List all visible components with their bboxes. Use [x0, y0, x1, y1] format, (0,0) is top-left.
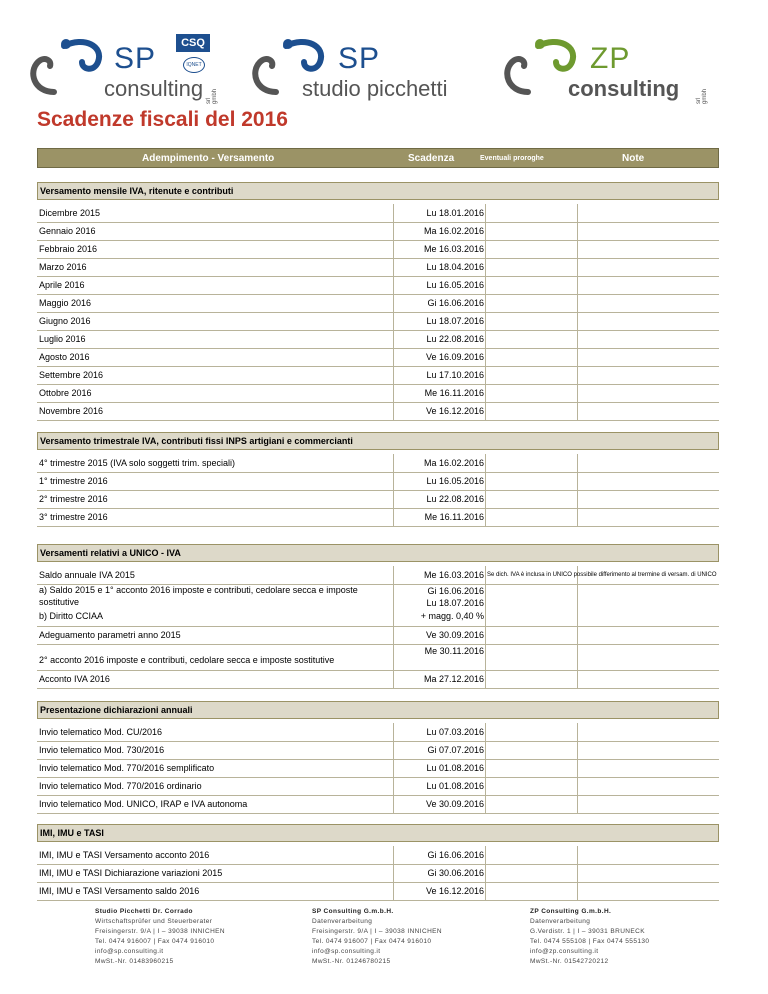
- column-divider: [485, 566, 486, 584]
- table-row: [37, 490, 719, 509]
- column-divider: [485, 508, 486, 526]
- footer-line: Tel. 0474 916007 | Fax 0474 916010: [312, 938, 432, 945]
- row-date: Gi 16.06.2016: [427, 586, 484, 596]
- footer-line: MwSt.-Nr. 01542720212: [530, 958, 609, 965]
- table-row: [37, 276, 719, 295]
- table-row: [37, 795, 719, 814]
- table-row: [37, 240, 719, 259]
- column-divider: [577, 864, 578, 882]
- column-divider: [485, 584, 486, 626]
- column-divider: [485, 759, 486, 777]
- row-date: Lu 18.07.2016: [426, 316, 484, 326]
- column-divider: [485, 330, 486, 348]
- header-note: Note: [622, 153, 645, 164]
- row-date: Lu 07.03.2016: [426, 727, 484, 737]
- footer-line: info@sp.consulting.it: [312, 948, 381, 955]
- column-divider: [485, 644, 486, 670]
- section-header: IMI, IMU e TASI: [37, 824, 719, 842]
- row-date: Lu 01.08.2016: [426, 763, 484, 773]
- row-label: Dicembre 2015: [39, 208, 101, 218]
- column-divider: [577, 384, 578, 402]
- row-label: 2° trimestre 2016: [39, 494, 108, 504]
- row-label: Invio telematico Mod. 770/2016 semplificato: [39, 763, 215, 773]
- column-divider: [577, 402, 578, 420]
- row-date: Ve 16.12.2016: [425, 886, 484, 896]
- table-row: [37, 384, 719, 403]
- column-divider: [577, 777, 578, 795]
- column-divider: [485, 258, 486, 276]
- column-divider: [577, 490, 578, 508]
- row-label: Invio telematico Mod. 770/2016 ordinario: [39, 781, 202, 791]
- column-divider: [577, 294, 578, 312]
- row-note: Se dich. IVA è inclusa in UNICO possibile differimento al trermine di versam. di UNICO: [487, 572, 717, 578]
- row-label: Invio telematico Mod. UNICO, IRAP e IVA autonoma: [39, 799, 248, 809]
- row-label: Gennaio 2016: [39, 226, 96, 236]
- row-date: Ve 16.12.2016: [425, 406, 484, 416]
- column-divider: [577, 258, 578, 276]
- column-divider: [485, 366, 486, 384]
- footer-line: Datenverarbeitung: [312, 918, 373, 925]
- row-label: Aprile 2016: [39, 280, 85, 290]
- row-label: IMI, IMU e TASI Dichiarazione variazioni 2015: [39, 868, 223, 878]
- table-row: [37, 670, 719, 689]
- row-date: Lu 16.05.2016: [426, 476, 484, 486]
- row-label: Agosto 2016: [39, 352, 90, 362]
- footer-company: SP Consulting G.m.b.H.: [312, 908, 394, 915]
- column-divider: [485, 276, 486, 294]
- row-date: Gi 07.07.2016: [427, 745, 484, 755]
- table-row: [37, 366, 719, 385]
- footer-column: [312, 907, 442, 967]
- row-date: Lu 22.08.2016: [426, 494, 484, 504]
- sp-consulting-logo: [24, 26, 224, 110]
- row-date: Lu 18.04.2016: [426, 262, 484, 272]
- row-label: Maggio 2016: [39, 298, 92, 308]
- column-divider: [485, 626, 486, 644]
- column-divider: [577, 366, 578, 384]
- column-divider: [577, 472, 578, 490]
- row-label: 1° trimestre 2016: [39, 476, 108, 486]
- row-date-note: + magg. 0,40 %: [420, 611, 484, 621]
- row-date: Ma 16.02.2016: [423, 458, 484, 468]
- table-row: [37, 741, 719, 760]
- row-date: Me 16.11.2016: [424, 388, 484, 398]
- table-row: [37, 294, 719, 313]
- row-date: Lu 18.07.2016: [426, 598, 484, 608]
- column-divider: [485, 222, 486, 240]
- column-divider: [577, 454, 578, 472]
- section-header: Versamento trimestrale IVA, contributi fissi INPS artigiani e commercianti: [37, 432, 719, 450]
- row-label: Adeguamento parametri anno 2015: [39, 630, 181, 640]
- row-date: Ve 30.09.2016: [425, 799, 484, 809]
- footer-column: [530, 907, 649, 967]
- section-header: Presentazione dichiarazioni annuali: [37, 701, 719, 719]
- row-label: Acconto IVA 2016: [39, 674, 110, 684]
- column-divider: [577, 882, 578, 900]
- studio-picchetti-logo: [246, 26, 496, 110]
- column-divider: [485, 795, 486, 813]
- column-divider: [485, 741, 486, 759]
- row-date: Me 16.03.2016: [423, 244, 484, 254]
- row-date: Lu 18.01.2016: [426, 208, 484, 218]
- footer-company: Studio Picchetti Dr. Corrado: [95, 908, 193, 915]
- row-date: Gi 16.06.2016: [427, 850, 484, 860]
- column-divider: [485, 312, 486, 330]
- table-row: [37, 777, 719, 796]
- row-label: Luglio 2016: [39, 334, 86, 344]
- table-row: [37, 882, 719, 901]
- row-label: Settembre 2016: [39, 370, 104, 380]
- column-divider: [485, 864, 486, 882]
- row-label: 4° trimestre 2015 (IVA solo soggetti trim. speciali): [39, 458, 236, 468]
- table-row: [37, 508, 719, 527]
- table-row: [37, 454, 719, 473]
- table-row: [37, 759, 719, 778]
- column-divider: [485, 490, 486, 508]
- row-date: Me 16.03.2016: [423, 570, 484, 580]
- column-divider: [577, 846, 578, 864]
- row-label: a) Saldo 2015 e 1° acconto 2016 imposte e contributi, cedolare secca e imposte sostitutive: [39, 585, 358, 607]
- column-divider: [485, 777, 486, 795]
- footer-line: MwSt.-Nr. 01246780215: [312, 958, 391, 965]
- table-row: [37, 472, 719, 491]
- row-date: Gi 30.06.2016: [427, 868, 484, 878]
- row-label: Febbraio 2016: [39, 244, 98, 254]
- row-label: IMI, IMU e TASI Versamento saldo 2016: [39, 886, 200, 896]
- column-divider: [577, 312, 578, 330]
- row-label: Novembre 2016: [39, 406, 104, 416]
- row-date: Lu 01.08.2016: [426, 781, 484, 791]
- table-row: [37, 204, 719, 223]
- row-label: Invio telematico Mod. 730/2016: [39, 745, 165, 755]
- column-divider: [485, 294, 486, 312]
- row-label: 2° acconto 2016 imposte e contributi, cedolare secca e imposte sostitutive: [39, 655, 335, 665]
- header-scadenza: Scadenza: [408, 153, 455, 164]
- table-row: [37, 626, 719, 645]
- sp-logo-vertical: srl gmbh: [206, 88, 218, 104]
- footer-line: info@zp.consulting.it: [530, 948, 599, 955]
- column-divider: [485, 846, 486, 864]
- swirl-icon: [24, 32, 114, 102]
- footer-line: Freisingerstr. 9/A | I – 39038 INNICHEN: [95, 928, 226, 935]
- column-divider: [577, 644, 578, 670]
- studio-logo-sub: studio picchetti: [302, 76, 448, 101]
- csq-badge: CSQ: [176, 34, 210, 52]
- column-divider: [485, 240, 486, 258]
- footer-line: Tel. 0474 555108 | Fax 0474 555130: [530, 938, 650, 945]
- footer-line: MwSt.-Nr. 01483960215: [95, 958, 174, 965]
- footer-line: Tel. 0474 916007 | Fax 0474 916010: [95, 938, 215, 945]
- column-divider: [577, 584, 578, 626]
- row-label: Ottobre 2016: [39, 388, 92, 398]
- column-divider: [485, 882, 486, 900]
- footer-line: Freisingerstr. 9/A | I – 39038 INNICHEN: [312, 928, 443, 935]
- logo-bar: [0, 26, 768, 110]
- row-label: 3° trimestre 2016: [39, 512, 108, 522]
- column-divider: [577, 670, 578, 688]
- table-header: [37, 148, 719, 168]
- row-label: b) Diritto CCIAA: [39, 611, 104, 621]
- column-divider: [577, 240, 578, 258]
- row-date: Ve 16.09.2016: [425, 352, 484, 362]
- column-divider: [577, 723, 578, 741]
- column-divider: [577, 276, 578, 294]
- row-date: Me 16.11.2016: [424, 512, 484, 522]
- table-row: [37, 348, 719, 367]
- row-date: Ma 27.12.2016: [423, 674, 484, 684]
- row-date: Ma 16.02.2016: [423, 226, 484, 236]
- footer-line: Datenverarbeitung: [530, 918, 591, 925]
- column-divider: [577, 795, 578, 813]
- row-date: Me 30.11.2016: [424, 646, 484, 656]
- row-label: Invio telematico Mod. CU/2016: [39, 727, 163, 737]
- zp-logo-sub: consulting: [568, 76, 680, 101]
- column-divider: [485, 402, 486, 420]
- table-row: [37, 330, 719, 349]
- column-divider: [577, 741, 578, 759]
- column-divider: [485, 384, 486, 402]
- studio-logo-text: SP: [338, 42, 381, 75]
- table-row: [37, 864, 719, 883]
- table-row: [37, 723, 719, 742]
- sp-logo-text: SP: [114, 42, 157, 75]
- row-label: Marzo 2016: [39, 262, 87, 272]
- section-header: Versamenti relativi a UNICO - IVA: [37, 544, 719, 562]
- column-divider: [577, 204, 578, 222]
- column-divider: [485, 472, 486, 490]
- row-date: Gi 16.06.2016: [427, 298, 484, 308]
- section-header: Versamento mensile IVA, ritenute e contributi: [37, 182, 719, 200]
- row-date: Lu 22.08.2016: [426, 334, 484, 344]
- row-date: Lu 16.05.2016: [426, 280, 484, 290]
- footer-line: Wirtschaftsprüfer und Steuerberater: [95, 918, 213, 925]
- page-title: Scadenze fiscali del 2016: [37, 108, 288, 131]
- footer-column: [95, 907, 225, 967]
- zp-logo-vertical: srl gmbh: [696, 88, 708, 104]
- column-divider: [577, 626, 578, 644]
- row-date: Lu 17.10.2016: [426, 370, 484, 380]
- column-divider: [485, 454, 486, 472]
- column-divider: [577, 759, 578, 777]
- table-row: [37, 846, 719, 865]
- footer-company: ZP Consulting G.m.b.H.: [530, 908, 612, 915]
- table-row: [37, 258, 719, 277]
- table-row: [37, 566, 719, 585]
- row-label: Giugno 2016: [39, 316, 91, 326]
- header-adempimento: Adempimento - Versamento: [142, 153, 275, 164]
- column-divider: [485, 670, 486, 688]
- table-row: [37, 584, 719, 627]
- header-proroghe: Eventuali proroghe: [480, 155, 544, 162]
- column-divider: [577, 330, 578, 348]
- footer-line: info@sp.consulting.it: [95, 948, 164, 955]
- column-divider: [485, 723, 486, 741]
- zp-logo-text: ZP: [590, 42, 631, 75]
- row-date: Ve 30.09.2016: [425, 630, 484, 640]
- column-divider: [577, 222, 578, 240]
- table-row: [37, 222, 719, 241]
- row-label: IMI, IMU e TASI Versamento acconto 2016: [39, 850, 210, 860]
- column-divider: [485, 348, 486, 366]
- column-divider: [577, 508, 578, 526]
- table-row: [37, 402, 719, 421]
- row-label: Saldo annuale IVA 2015: [39, 570, 135, 580]
- column-divider: [577, 348, 578, 366]
- table-row: [37, 644, 719, 671]
- footer-line: G.Verdistr. 1 | I – 39031 BRUNECK: [530, 928, 645, 935]
- iqnet-badge: IQNET: [183, 57, 205, 73]
- zp-consulting-logo: [498, 26, 708, 110]
- sp-logo-sub: consulting: [104, 76, 204, 101]
- column-divider: [485, 204, 486, 222]
- table-row: [37, 312, 719, 331]
